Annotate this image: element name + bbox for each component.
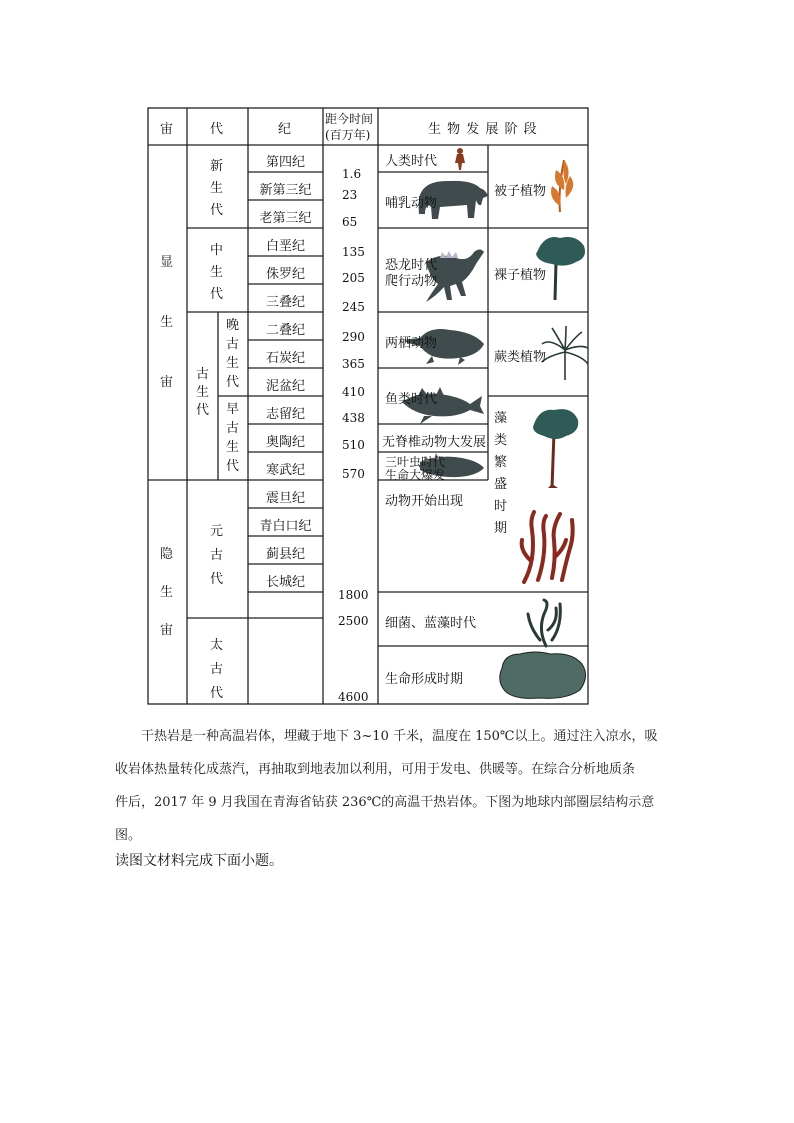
era-proterozoic bbox=[210, 520, 223, 592]
subera-early-paleozoic bbox=[226, 400, 239, 476]
period-cell: 白垩纪 bbox=[265, 239, 305, 254]
time-cell: 1.6 bbox=[342, 167, 362, 181]
period-cell: 青白口纪 bbox=[259, 519, 312, 534]
vertical-char: 宙 bbox=[160, 623, 174, 638]
subera-late-paleozoic bbox=[226, 316, 239, 392]
vertical-char: 新 bbox=[210, 159, 224, 174]
vertical-char: 早 bbox=[226, 402, 240, 417]
fern-plant-icon bbox=[542, 326, 588, 380]
period-cell: 震旦纪 bbox=[265, 491, 305, 506]
vertical-char: 古 bbox=[226, 421, 240, 436]
seaweed-icon bbox=[528, 600, 560, 646]
period-cell: 石炭纪 bbox=[265, 351, 305, 366]
time-cell: 245 bbox=[342, 300, 365, 314]
stage-fish-era: 鱼类时代 bbox=[385, 392, 438, 407]
vertical-char: 元 bbox=[210, 524, 224, 539]
time-cell: 2500 bbox=[338, 614, 369, 628]
vertical-char: 期 bbox=[494, 521, 508, 536]
time-cell: 438 bbox=[342, 411, 365, 425]
vertical-char: 古 bbox=[226, 337, 240, 352]
header-period: 纪 bbox=[278, 122, 292, 137]
paragraph-line-3: 件后，2017 年 9 月我国在青海省钻获 236℃的高温干热岩体。下图为地球内部圈层结构示意 bbox=[115, 795, 655, 810]
vertical-char: 生 bbox=[160, 585, 174, 600]
stage-bacteria-era: 细菌、蓝藻时代 bbox=[385, 616, 477, 631]
era-paleozoic bbox=[196, 366, 209, 420]
vertical-char: 藻 bbox=[494, 411, 508, 426]
stage-reptile: 爬行动物 bbox=[385, 274, 438, 289]
vertical-char: 时 bbox=[494, 499, 508, 514]
vertical-char: 代 bbox=[196, 403, 210, 418]
plant-algae-flourish bbox=[494, 408, 507, 540]
time-cell: 410 bbox=[342, 385, 365, 399]
vertical-char: 生 bbox=[160, 315, 174, 330]
paragraph-line-1: 干热岩是一种高温岩体，埋藏于地下 3~10 千米，温度在 150℃以上。通过注入凉水，吸 bbox=[141, 729, 658, 744]
time-cell: 23 bbox=[342, 188, 358, 202]
period-cell: 老第三纪 bbox=[259, 211, 312, 226]
time-cell: 570 bbox=[342, 467, 365, 481]
stage-trilobite-era: 三叶虫时代 bbox=[385, 455, 446, 469]
vertical-char: 代 bbox=[226, 375, 240, 390]
red-algae-icon bbox=[522, 512, 573, 582]
plant-fern: 蕨类植物 bbox=[494, 350, 547, 365]
vertical-char: 类 bbox=[494, 433, 508, 448]
period-cell: 新第三纪 bbox=[259, 183, 312, 198]
time-cell: 365 bbox=[342, 357, 365, 371]
stage-amphibian: 两栖动物 bbox=[385, 336, 438, 351]
vertical-char: 显 bbox=[160, 255, 174, 270]
time-cell: 65 bbox=[342, 215, 358, 229]
vertical-char: 代 bbox=[210, 203, 224, 218]
vertical-char: 古 bbox=[196, 367, 210, 382]
angiosperm-plant-icon bbox=[551, 160, 573, 212]
era-archean bbox=[210, 634, 223, 706]
header-eon: 宙 bbox=[160, 122, 174, 137]
period-cell: 寒武纪 bbox=[265, 463, 305, 478]
stage-mammal: 哺乳动物 bbox=[385, 196, 438, 211]
vertical-char: 中 bbox=[210, 243, 224, 258]
period-cell: 泥盆纪 bbox=[265, 379, 305, 394]
vertical-char: 代 bbox=[210, 572, 224, 587]
time-cell: 510 bbox=[342, 438, 365, 452]
vertical-char: 宙 bbox=[160, 375, 174, 390]
period-cell: 蓟县纪 bbox=[265, 547, 305, 562]
question-prompt: 读图文材料完成下面小题。 bbox=[115, 853, 283, 869]
time-cell: 135 bbox=[342, 245, 365, 259]
time-cell: 205 bbox=[342, 271, 365, 285]
eon-cryptozoic bbox=[160, 536, 173, 650]
cell-blob-icon bbox=[500, 652, 586, 698]
stage-animals-appear: 动物开始出现 bbox=[385, 494, 464, 509]
vertical-char: 代 bbox=[210, 287, 224, 302]
vertical-char: 生 bbox=[226, 440, 240, 455]
period-cell: 奥陶纪 bbox=[265, 435, 305, 450]
algae-tree-icon bbox=[533, 409, 578, 488]
era-cenozoic bbox=[210, 156, 223, 222]
period-cell: 第四纪 bbox=[265, 155, 305, 170]
period-cell: 志留纪 bbox=[265, 407, 305, 422]
paragraph-line-2: 收岩体热量转化成蒸汽，再抽取到地表加以利用，可用于发电、供暖等。在综合分析地质条 bbox=[115, 762, 636, 777]
period-cell: 侏罗纪 bbox=[265, 267, 305, 282]
header-era: 代 bbox=[210, 122, 224, 137]
vertical-char: 代 bbox=[226, 459, 240, 474]
vertical-char: 古 bbox=[210, 662, 224, 677]
plant-angiosperm: 被子植物 bbox=[494, 184, 547, 199]
vertical-char: 晚 bbox=[226, 318, 240, 333]
human-figure-icon bbox=[455, 148, 465, 170]
header-time-line2: (百万年) bbox=[325, 128, 371, 142]
vertical-char: 生 bbox=[210, 265, 224, 280]
eon-phanerozoic-label bbox=[160, 233, 173, 413]
eon-cryptozoic-label bbox=[160, 536, 173, 650]
time-cell: 1800 bbox=[338, 588, 369, 602]
header-stage: 生 物 发 展 阶 段 bbox=[428, 122, 538, 137]
eon-phanerozoic bbox=[160, 233, 173, 413]
vertical-char: 生 bbox=[210, 181, 224, 196]
vertical-char: 太 bbox=[210, 638, 224, 653]
header-time-line1: 距今时间 bbox=[325, 112, 374, 126]
plant-gymnosperm: 裸子植物 bbox=[494, 268, 547, 283]
time-cell: 290 bbox=[342, 330, 365, 344]
vertical-char: 代 bbox=[210, 686, 224, 701]
stage-life-explosion: 生命大爆发 bbox=[385, 468, 446, 482]
paragraph-line-4: 图。 bbox=[115, 828, 142, 843]
vertical-char: 生 bbox=[196, 385, 210, 400]
vertical-char: 隐 bbox=[160, 547, 174, 562]
vertical-char: 古 bbox=[210, 548, 224, 563]
vertical-char: 繁 bbox=[494, 455, 508, 470]
stage-dinosaur-era: 恐龙时代 bbox=[385, 258, 438, 273]
stage-life-formation: 生命形成时期 bbox=[385, 672, 464, 687]
stage-human-era: 人类时代 bbox=[385, 154, 438, 169]
time-cell: 4600 bbox=[338, 690, 369, 704]
vertical-char: 盛 bbox=[494, 477, 508, 492]
period-cell: 三叠纪 bbox=[265, 295, 305, 310]
period-cell: 长城纪 bbox=[265, 575, 305, 590]
era-mesozoic bbox=[210, 240, 223, 306]
period-cell: 二叠纪 bbox=[265, 323, 305, 338]
vertical-char: 生 bbox=[226, 356, 240, 371]
stage-invertebrate: 无脊椎动物大发展 bbox=[382, 435, 487, 450]
paragraph-hot-dry-rock bbox=[115, 720, 685, 852]
